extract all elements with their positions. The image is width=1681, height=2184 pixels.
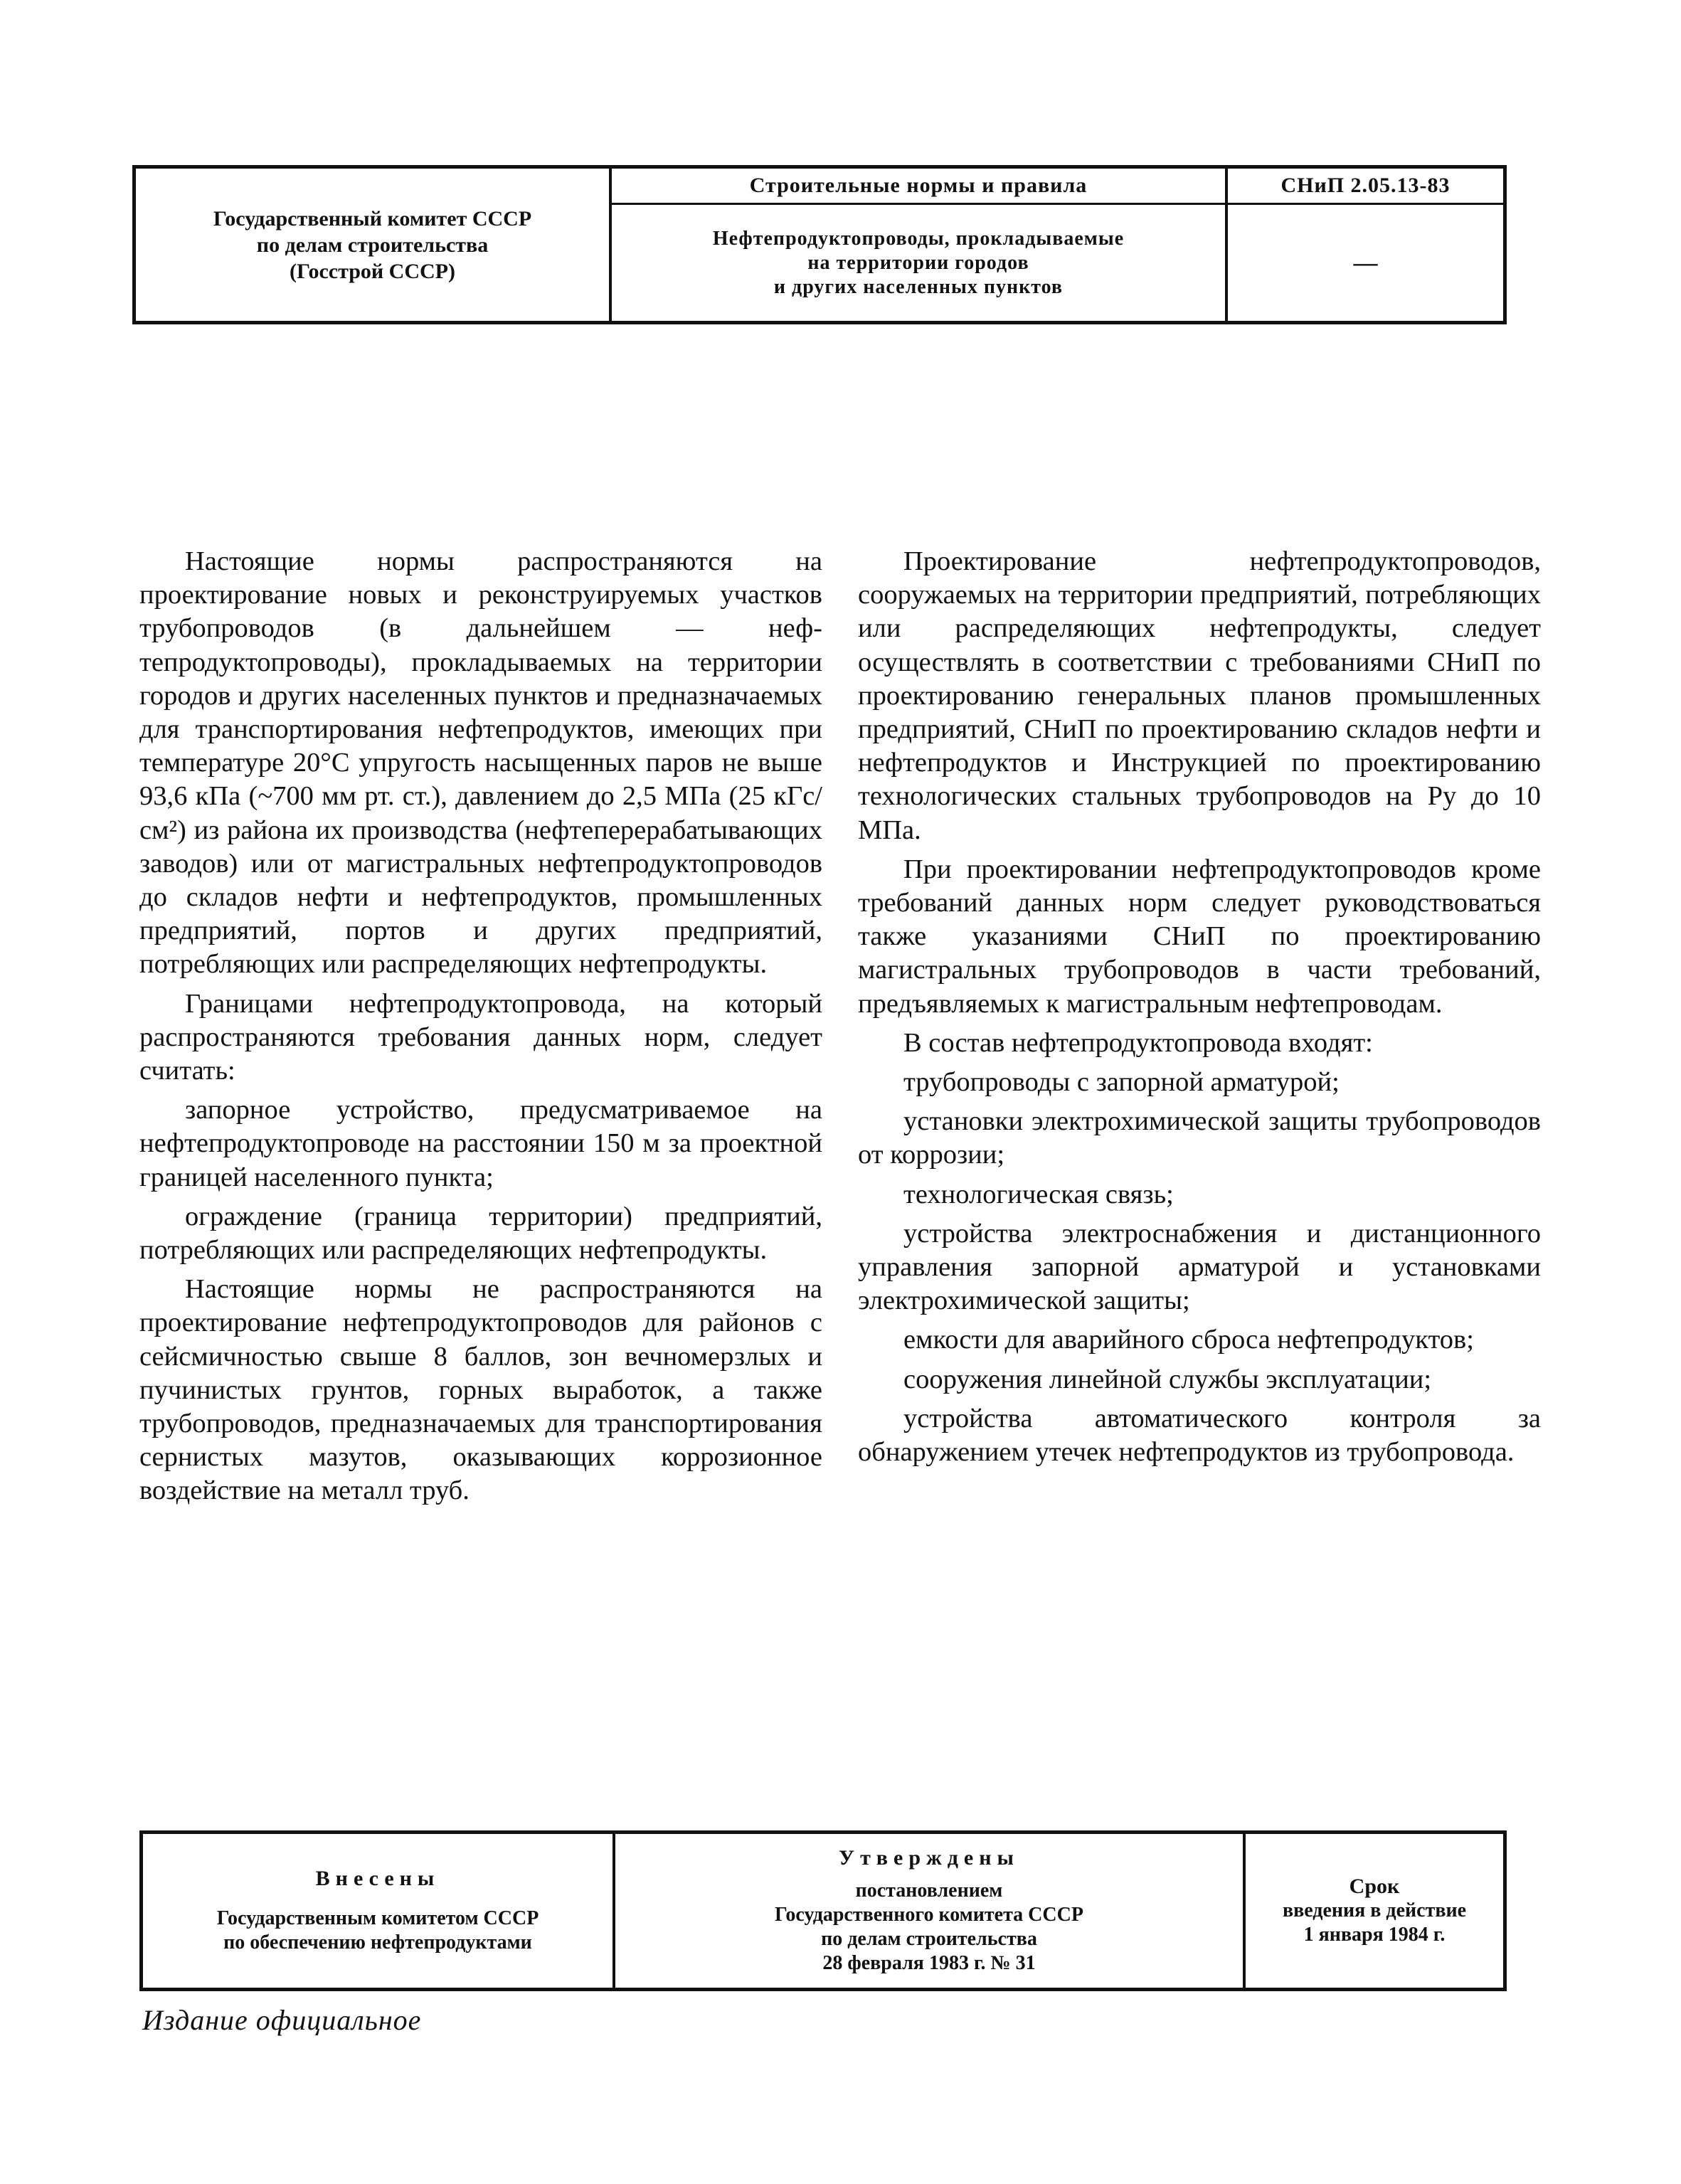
list-item: устройства автоматического контроля за обнаружением утечек нефтепродуктов из трубопровода. [858,1403,1541,1468]
header-table [132,165,1507,324]
document-title [612,205,1225,321]
effective-line: введения в действие [1282,1899,1466,1921]
document-code-cell [1226,167,1505,323]
document-title-cell [610,167,1226,323]
approved-by-line: Государственного комитета СССР [775,1904,1083,1926]
list-item: сооружения линейной службы эксплуатации; [903,1364,1432,1394]
introduced-cell [142,1833,615,1990]
title-line: и других населенных пунктов [773,275,1064,298]
list-item: ограждение (граница территории) предприятий, потребляющих или распределяющих нефтепродукты. [139,1201,822,1266]
list-item: запорное устройство, предусматриваемое на нефтепродуктопроводе на расстоянии 150 м за проектной границей населенного пункта; [139,1095,822,1192]
replaces-field: — [1353,249,1378,276]
document-code: СНиП 2.05.13-83 [1228,169,1503,205]
effective-label: Срок [1349,1875,1400,1898]
document-category: Строительные нормы и правила [612,169,1225,205]
list-item: установки электрохимической защиты трубопроводов от коррозии; [858,1106,1541,1170]
introduced-by-line: по обеспечению нефтепродуктами [223,1931,532,1954]
footer-table [139,1830,1507,1991]
paragraph: В состав нефтепродуктопровода входят: [903,1027,1373,1058]
approved-by-line: 28 февраля 1983 г. № 31 [822,1952,1036,1974]
paragraph: Границами нефтепродуктопровода, на который распространяются требования данных норм, следует считать: [139,988,822,1086]
approved-by-line: постановлением [855,1880,1003,1902]
paragraph: Настоящие нормы не распространяются на проектирование нефтепродуктопроводов для районов с сейсмичностью свыше 8 баллов, зон вечномерзлых и пучинистых грунтов, горных выработок, а также трубопроводов, предназначаемых для транспортирования сернистых мазутов, оказывающих коррозионное воздействие на металл труб. [139,1274,822,1506]
approved-label: Утверждены [839,1846,1019,1870]
approved-cell [614,1833,1244,1990]
list-item: технологическая связь; [903,1179,1174,1209]
list-item: устройства электроснабжения и дистанционного управления запорной арматурой и установками электрохимической защиты; [858,1218,1541,1316]
introduced-by-line: Государственным комитетом СССР [216,1907,539,1929]
effective-line: 1 января 1984 г. [1303,1924,1446,1946]
right-text-column [858,545,1541,1475]
effective-date-cell [1244,1833,1505,1990]
title-line: Нефтепродуктопроводы, прокладываемые [712,227,1125,250]
list-item: трубопроводы с запорной арматурой; [903,1067,1340,1098]
paragraph: Настоящие нормы распространяются на проектирование новых и реконструируемых участков трубопроводов (в дальнейшем — нефтепродуктопроводы), прокладываемых на территории городов и других населенных пунктов и предназначаемых для транспортирования нефтепродуктов, имеющих при температуре 20°С упругость насыщенных паров не выше 93,6 кПа (~700 мм рт. ст.), давлением до 2,5 МПа (25 кГс/см²) из района их производства (нефтеперерабатывающих заводов) или от магистральных нефтепродуктопроводов до складов нефти и нефтепродуктов, промышленных предприятий, портов и других предприятий, потребляющих или распределяющих нефтепродукты. [139,546,822,980]
issuing-organization [134,167,611,323]
org-line: Государственный комитет СССР [213,206,532,230]
left-text-column [139,545,822,1514]
paragraph: При проектировании нефтепродуктопроводов кроме требований данных норм следует руководствоваться также указаниями СНиП по проектированию магистральных трубопроводов в части требований, предъявляемых к магистральным нефтепроводам. [858,854,1541,1019]
introduced-label: Внесены [315,1867,440,1890]
approved-by-line: по делам строительства [821,1928,1037,1950]
title-line: на территории городов [807,251,1029,274]
org-line: по делам строительства [256,233,489,257]
paragraph: Проектирование нефтепродуктопроводов, сооружаемых на территории предприятий, потребляющих или распределяющих нефтепродукты, следует осуществлять в соответствии с требованиями СНиП по проектированию генеральных планов промышленных предприятий, СНиП по проектированию складов нефти и нефтепродуктов и Инструкцией по проектированию технологических стальных трубопроводов на Pу до 10 МПа. [858,546,1541,845]
list-item: емкости для аварийного сброса нефтепродуктов; [903,1325,1474,1355]
edition-note: Издание официальное [142,2004,422,2036]
org-line: (Госстрой СССР) [290,259,455,283]
